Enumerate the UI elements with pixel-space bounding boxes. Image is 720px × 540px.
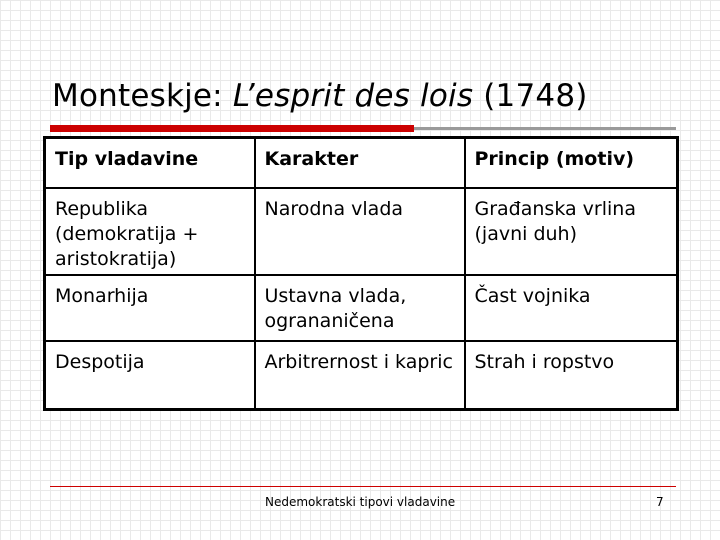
header-cell-character: Karakter [255, 138, 465, 189]
header-cell-principle: Princip (motiv) [465, 138, 678, 189]
table-cell: Republika (demokratija + aristokratija) [45, 188, 255, 275]
table-cell: Čast vojnika [465, 275, 678, 341]
page-number: 7 [656, 495, 664, 509]
header-cell-type: Tip vladavine [45, 138, 255, 189]
table-cell: Narodna vlada [255, 188, 465, 275]
table-cell: Despotija [45, 341, 255, 410]
table-cell: Građanska vrlina (javni duh) [465, 188, 678, 275]
table-cell: Arbitrernost i kapric [255, 341, 465, 410]
title-suffix: (1748) [473, 78, 588, 114]
table-cell: Monarhija [45, 275, 255, 341]
title-divider-line [414, 127, 676, 130]
footer-divider [50, 486, 676, 487]
table-row [45, 275, 678, 341]
government-types-table [43, 136, 679, 411]
table-row [45, 341, 678, 410]
footer-text: Nedemokratski tipovi vladavine [265, 495, 456, 509]
table-row [45, 188, 678, 275]
title-accent-bar [50, 125, 414, 132]
table-cell: Strah i ropstvo [465, 341, 678, 410]
table-header-row [45, 138, 678, 189]
table-cell: Ustavna vlada, ogrananičena [255, 275, 465, 341]
title-italic: L’esprit des lois [232, 78, 474, 114]
slide-title [52, 78, 588, 114]
title-prefix: Monteskje: [52, 78, 233, 114]
